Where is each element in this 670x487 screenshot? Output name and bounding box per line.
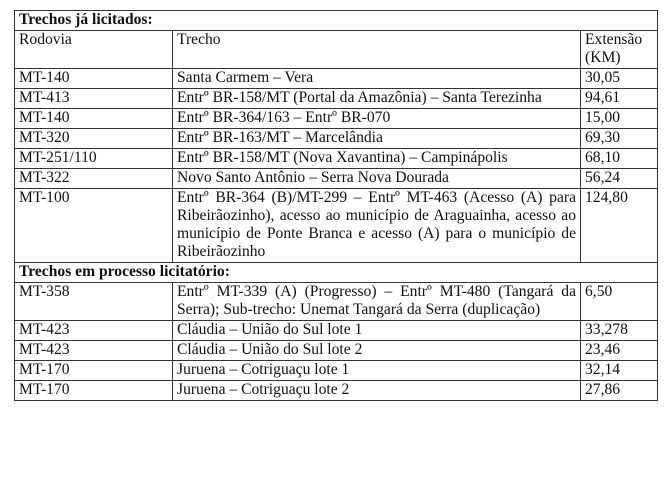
- trecho-cell: Entrº BR-364 (B)/MT-299 – Entrº MT-463 (Acesso (A) para Ribeirãozinho), acesso ao município de Araguainha, acesso ao município de Ponte Branca e acesso (A) para o município de Ribeirãozinho: [173, 189, 581, 263]
- rodovia-cell: MT-322: [15, 169, 173, 189]
- extensao-cell: 15,00: [581, 109, 658, 129]
- trecho-cell: Cláudia – União do Sul lote 2: [173, 341, 581, 361]
- rodovia-cell: MT-140: [15, 69, 173, 89]
- trecho-cell: Entrº BR-158/MT (Nova Xavantina) – Campinápolis: [173, 149, 581, 169]
- rodovia-cell: MT-423: [15, 321, 173, 341]
- trecho-cell: Entrº BR-158/MT (Portal da Amazônia) – Santa Terezinha: [173, 89, 581, 109]
- extensao-cell: 68,10: [581, 149, 658, 169]
- rodovia-cell: MT-320: [15, 129, 173, 149]
- trecho-cell: Entrº BR-364/163 – Entrº BR-070: [173, 109, 581, 129]
- extensao-cell: 32,14: [581, 361, 658, 381]
- rodovia-cell: MT-251/110: [15, 149, 173, 169]
- rodovia-cell: MT-170: [15, 381, 173, 401]
- header-extensao: Extensão (KM): [581, 31, 658, 69]
- header-rodovia: Rodovia: [15, 31, 173, 69]
- table-row: [15, 361, 658, 381]
- extensao-cell: 69,30: [581, 129, 658, 149]
- rodovia-cell: MT-140: [15, 109, 173, 129]
- section-header-row: [15, 11, 658, 31]
- extensao-cell: 94,61: [581, 89, 658, 109]
- table-row: [15, 69, 658, 89]
- trecho-cell: Cláudia – União do Sul lote 1: [173, 321, 581, 341]
- table-row: [15, 129, 658, 149]
- section-title-em-processo: Trechos em processo licitatório:: [15, 263, 658, 283]
- extensao-cell: 33,278: [581, 321, 658, 341]
- extensao-cell: 30,05: [581, 69, 658, 89]
- trecho-cell: Entrº MT-339 (A) (Progresso) – Entrº MT-480 (Tangará da Serra); Sub-trecho: Unemat Tangará da Serra (duplicação): [173, 283, 581, 321]
- table-row: [15, 283, 658, 321]
- extensao-cell: 23,46: [581, 341, 658, 361]
- rodovia-cell: MT-413: [15, 89, 173, 109]
- table-row: [15, 89, 658, 109]
- extensao-cell: 124,80: [581, 189, 658, 263]
- document-region: [14, 10, 657, 401]
- table-row: [15, 189, 658, 263]
- table-row: [15, 169, 658, 189]
- roads-table: [14, 10, 658, 401]
- extensao-cell: 27,86: [581, 381, 658, 401]
- table-row: [15, 109, 658, 129]
- header-trecho: Trecho: [173, 31, 581, 69]
- rodovia-cell: MT-423: [15, 341, 173, 361]
- trecho-cell: Entrº BR-163/MT – Marcelândia: [173, 129, 581, 149]
- trecho-cell: Juruena – Cotriguaçu lote 2: [173, 381, 581, 401]
- trecho-cell: Santa Carmem – Vera: [173, 69, 581, 89]
- rodovia-cell: MT-100: [15, 189, 173, 263]
- trecho-cell: Juruena – Cotriguaçu lote 1: [173, 361, 581, 381]
- table-row: [15, 321, 658, 341]
- trecho-cell: Novo Santo Antônio – Serra Nova Dourada: [173, 169, 581, 189]
- section-header-row: [15, 263, 658, 283]
- extensao-cell: 6,50: [581, 283, 658, 321]
- section-title-licitados: Trechos já licitados:: [15, 11, 658, 31]
- rodovia-cell: MT-358: [15, 283, 173, 321]
- table-row: [15, 381, 658, 401]
- table-row: [15, 149, 658, 169]
- column-header-row: [15, 31, 658, 69]
- rodovia-cell: MT-170: [15, 361, 173, 381]
- table-row: [15, 341, 658, 361]
- extensao-cell: 56,24: [581, 169, 658, 189]
